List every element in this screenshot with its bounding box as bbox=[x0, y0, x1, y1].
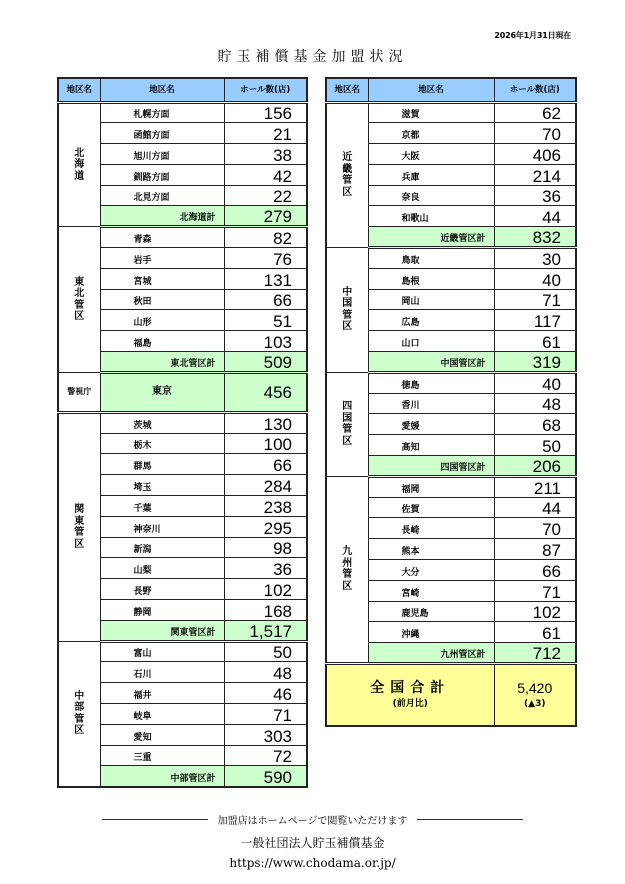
area-name: 岡山 bbox=[368, 289, 494, 310]
subtotal-label: 中部管区計 bbox=[100, 766, 224, 787]
area-name: 長崎 bbox=[368, 518, 494, 539]
area-name: 香川 bbox=[368, 393, 494, 414]
hall-count: 70 bbox=[494, 123, 576, 144]
area-name: 北見方面 bbox=[100, 185, 224, 206]
area-name: 山形 bbox=[100, 310, 224, 331]
divider-left bbox=[102, 819, 208, 820]
left-table bbox=[57, 77, 308, 788]
area-name: 高知 bbox=[368, 435, 494, 456]
area-name: 群馬 bbox=[100, 454, 224, 475]
subtotal-label: 四国管区計 bbox=[368, 456, 494, 477]
subtotal-label: 東北管区計 bbox=[100, 352, 224, 373]
table-row bbox=[58, 412, 307, 433]
month-over-month-diff: (▲3) bbox=[524, 698, 546, 709]
table-row bbox=[58, 102, 307, 123]
area-name: 埼玉 bbox=[100, 475, 224, 496]
area-name: 大分 bbox=[368, 560, 494, 581]
hall-count: 36 bbox=[494, 185, 576, 206]
area-name: 千葉 bbox=[100, 496, 224, 517]
hall-count: 295 bbox=[224, 516, 307, 537]
hall-count: 214 bbox=[494, 164, 576, 185]
subtotal-count: 509 bbox=[224, 352, 307, 373]
table-row bbox=[326, 102, 576, 123]
area-name: 秋田 bbox=[100, 289, 224, 310]
region-keishicho: 警視庁 bbox=[58, 372, 100, 412]
hall-count: 66 bbox=[224, 289, 307, 310]
hall-count: 71 bbox=[224, 704, 307, 725]
area-name: 東京 bbox=[100, 372, 224, 412]
hall-count: 48 bbox=[224, 662, 307, 683]
region-kanto: 関東管区 bbox=[58, 412, 100, 641]
col-header-region: 地区名 bbox=[326, 78, 368, 102]
hall-count: 44 bbox=[494, 497, 576, 518]
area-name: 岐阜 bbox=[100, 704, 224, 725]
region-chugoku: 中国管区 bbox=[326, 248, 368, 373]
hall-count: 211 bbox=[494, 476, 576, 497]
hall-count: 168 bbox=[224, 600, 307, 621]
area-name: 山梨 bbox=[100, 558, 224, 579]
hall-count: 51 bbox=[224, 310, 307, 331]
region-shikoku: 四国管区 bbox=[326, 372, 368, 476]
hall-count: 50 bbox=[224, 641, 307, 662]
national-total-label: 全国合計 bbox=[370, 679, 451, 696]
area-name: 愛知 bbox=[100, 724, 224, 745]
region-tohoku: 東北管区 bbox=[58, 227, 100, 373]
area-name: 佐賀 bbox=[368, 497, 494, 518]
area-name: 福井 bbox=[100, 683, 224, 704]
area-name: 札幌方面 bbox=[100, 102, 224, 123]
footer-org-name: 一般社団法人貯玉補償基金 bbox=[240, 836, 385, 850]
table-row bbox=[58, 227, 307, 248]
hall-count: 102 bbox=[494, 601, 576, 622]
hall-count: 82 bbox=[224, 227, 307, 248]
subtotal-count: 832 bbox=[494, 227, 576, 248]
subtotal-count: 206 bbox=[494, 456, 576, 477]
area-name: 石川 bbox=[100, 662, 224, 683]
hall-count: 70 bbox=[494, 518, 576, 539]
area-name: 静岡 bbox=[100, 600, 224, 621]
subtotal-count: 590 bbox=[224, 766, 307, 787]
col-header-count: ホール数(店) bbox=[224, 78, 307, 102]
subtotal-count: 319 bbox=[494, 352, 576, 373]
table-row-tokyo bbox=[58, 372, 307, 412]
area-name: 神奈川 bbox=[100, 516, 224, 537]
subtotal-count: 1,517 bbox=[224, 620, 307, 641]
hall-count: 61 bbox=[494, 331, 576, 352]
hall-count: 238 bbox=[224, 496, 307, 517]
region-hokkaido: 北海道 bbox=[58, 102, 100, 227]
area-name: 宮崎 bbox=[368, 580, 494, 601]
area-name: 和歌山 bbox=[368, 206, 494, 227]
table-header bbox=[326, 78, 576, 102]
hall-count: 40 bbox=[494, 372, 576, 393]
national-total-row bbox=[326, 664, 576, 726]
subtotal-label: 北海道計 bbox=[100, 206, 224, 227]
table-row bbox=[58, 641, 307, 662]
hall-count: 102 bbox=[224, 579, 307, 600]
hall-count: 40 bbox=[494, 268, 576, 289]
area-name: 島根 bbox=[368, 268, 494, 289]
area-name: 鹿児島 bbox=[368, 601, 494, 622]
area-name: 山口 bbox=[368, 331, 494, 352]
area-name: 徳島 bbox=[368, 372, 494, 393]
hall-count: 98 bbox=[224, 537, 307, 558]
area-name: 茨城 bbox=[100, 412, 224, 433]
hall-count: 71 bbox=[494, 580, 576, 601]
area-name: 鳥取 bbox=[368, 248, 494, 269]
hall-count: 44 bbox=[494, 206, 576, 227]
area-name: 新潟 bbox=[100, 537, 224, 558]
area-name: 富山 bbox=[100, 641, 224, 662]
hall-count: 76 bbox=[224, 248, 307, 269]
subtotal-count: 279 bbox=[224, 206, 307, 227]
area-name: 愛媛 bbox=[368, 414, 494, 435]
area-name: 宮城 bbox=[100, 268, 224, 289]
region-chubu: 中部管区 bbox=[58, 641, 100, 787]
area-name: 釧路方面 bbox=[100, 164, 224, 185]
page-title: 貯玉補償基金加盟状況 bbox=[217, 49, 408, 65]
area-name: 旭川方面 bbox=[100, 144, 224, 165]
hall-count: 22 bbox=[224, 185, 307, 206]
hall-count: 406 bbox=[494, 144, 576, 165]
hall-count: 62 bbox=[494, 102, 576, 123]
area-name: 大阪 bbox=[368, 144, 494, 165]
hall-count: 21 bbox=[224, 123, 307, 144]
area-name: 奈良 bbox=[368, 185, 494, 206]
hall-count: 72 bbox=[224, 745, 307, 766]
footer-notice-line bbox=[0, 812, 625, 827]
hall-count: 30 bbox=[494, 248, 576, 269]
hall-count: 46 bbox=[224, 683, 307, 704]
area-name: 沖縄 bbox=[368, 622, 494, 643]
hall-count: 36 bbox=[224, 558, 307, 579]
area-name: 兵庫 bbox=[368, 164, 494, 185]
hall-count: 303 bbox=[224, 724, 307, 745]
subtotal-label: 関東管区計 bbox=[100, 620, 224, 641]
month-over-month-label: (前月比) bbox=[392, 698, 428, 709]
region-kinki: 近畿管区 bbox=[326, 102, 368, 248]
hall-count: 38 bbox=[224, 144, 307, 165]
col-header-count: ホール数(店) bbox=[494, 78, 576, 102]
hall-count: 117 bbox=[494, 310, 576, 331]
area-name: 滋賀 bbox=[368, 102, 494, 123]
col-header-area: 地区名 bbox=[368, 78, 494, 102]
hall-count: 100 bbox=[224, 433, 307, 454]
hall-count: 130 bbox=[224, 412, 307, 433]
hall-count: 71 bbox=[494, 289, 576, 310]
table-row bbox=[326, 476, 576, 497]
hall-count: 456 bbox=[224, 372, 307, 412]
subtotal-label: 近畿管区計 bbox=[368, 227, 494, 248]
hall-count: 131 bbox=[224, 268, 307, 289]
area-name: 熊本 bbox=[368, 539, 494, 560]
hall-count: 284 bbox=[224, 475, 307, 496]
footer-notice: 加盟店はホームページで閲覧いただけます bbox=[217, 816, 408, 827]
region-kyushu: 九州管区 bbox=[326, 476, 368, 663]
subtotal-label: 中国管区計 bbox=[368, 352, 494, 373]
hall-count: 103 bbox=[224, 331, 307, 352]
area-name: 広島 bbox=[368, 310, 494, 331]
subtotal-label: 九州管区計 bbox=[368, 643, 494, 664]
right-table bbox=[325, 77, 577, 727]
hall-count: 68 bbox=[494, 414, 576, 435]
col-header-area: 地区名 bbox=[100, 78, 224, 102]
area-name: 栃木 bbox=[100, 433, 224, 454]
hall-count: 156 bbox=[224, 102, 307, 123]
national-total-count: 5,420 bbox=[517, 679, 553, 696]
divider-right bbox=[417, 819, 523, 820]
national-total-value-cell bbox=[494, 664, 576, 726]
subtotal-count: 712 bbox=[494, 643, 576, 664]
table-header bbox=[58, 78, 307, 102]
hall-count: 42 bbox=[224, 164, 307, 185]
hall-count: 61 bbox=[494, 622, 576, 643]
area-name: 函館方面 bbox=[100, 123, 224, 144]
table-row bbox=[326, 372, 576, 393]
national-total-label-cell bbox=[326, 664, 494, 726]
footer-url-link[interactable]: https://www.chodama.or.jp/ bbox=[229, 856, 396, 870]
hall-count: 66 bbox=[224, 454, 307, 475]
area-name: 岩手 bbox=[100, 248, 224, 269]
hall-count: 66 bbox=[494, 560, 576, 581]
area-name: 福岡 bbox=[368, 476, 494, 497]
hall-count: 48 bbox=[494, 393, 576, 414]
as-of-date: 2026年1月31日現在 bbox=[494, 31, 571, 40]
area-name: 青森 bbox=[100, 227, 224, 248]
col-header-region: 地区名 bbox=[58, 78, 100, 102]
area-name: 長野 bbox=[100, 579, 224, 600]
hall-count: 50 bbox=[494, 435, 576, 456]
hall-count: 87 bbox=[494, 539, 576, 560]
area-name: 三重 bbox=[100, 745, 224, 766]
table-row bbox=[326, 248, 576, 269]
area-name: 福島 bbox=[100, 331, 224, 352]
area-name: 京都 bbox=[368, 123, 494, 144]
